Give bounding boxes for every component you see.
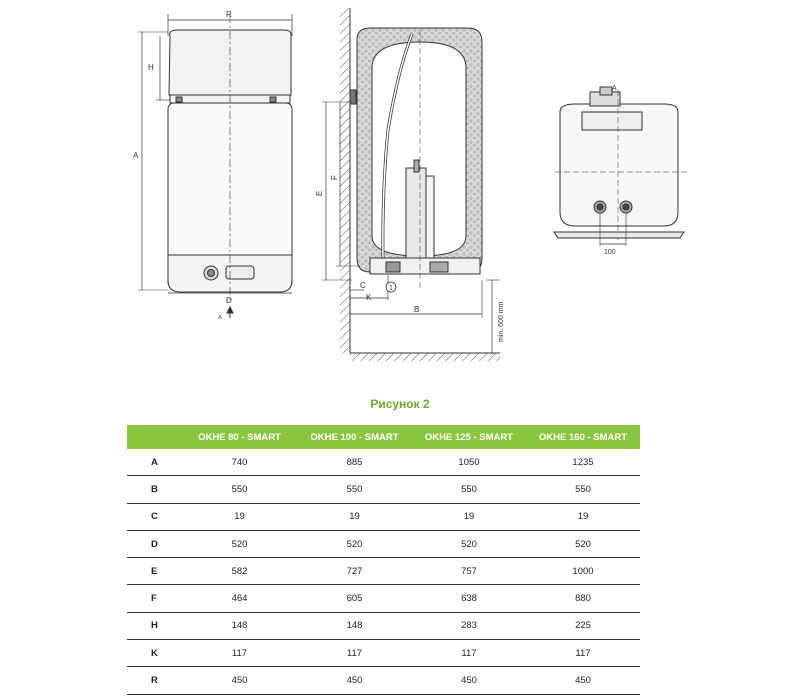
cell: 19 [297, 503, 412, 530]
cell: 117 [412, 640, 526, 667]
table-header-row [127, 425, 640, 449]
cell: 148 [182, 612, 297, 639]
row-key: C [127, 503, 182, 530]
table-row [127, 667, 640, 694]
row-key: D [127, 530, 182, 557]
label-R: R [226, 10, 232, 19]
cell: 550 [526, 476, 640, 503]
cell: 885 [297, 449, 412, 476]
cell: 450 [182, 667, 297, 694]
table-row [127, 558, 640, 585]
cell: 464 [182, 585, 297, 612]
cell: 19 [526, 503, 640, 530]
label-view-A: A [218, 315, 223, 321]
row-key: R [127, 667, 182, 694]
label-callout-1: 1 [389, 285, 393, 292]
cell: 117 [182, 640, 297, 667]
table-row [127, 585, 640, 612]
header-cell: OKHE 100 - SMART [297, 425, 412, 449]
cell: 283 [412, 612, 526, 639]
side-view [322, 8, 500, 361]
figure-caption: Рисунок 2 [370, 397, 430, 411]
cell: 550 [182, 476, 297, 503]
cell: 117 [297, 640, 412, 667]
table-row [127, 640, 640, 667]
cell: 757 [412, 558, 526, 585]
cell: 520 [182, 530, 297, 557]
cell: 450 [412, 667, 526, 694]
cell: 520 [412, 530, 526, 557]
cell: 450 [297, 667, 412, 694]
cell: 117 [526, 640, 640, 667]
table-row [127, 530, 640, 557]
table-row [127, 612, 640, 639]
cell: 550 [297, 476, 412, 503]
cell: 1050 [412, 449, 526, 476]
label-100: 100 [604, 249, 616, 256]
label-B: B [414, 305, 420, 314]
cell: 550 [412, 476, 526, 503]
cell: 727 [297, 558, 412, 585]
cell: 605 [297, 585, 412, 612]
label-top-A: A [612, 85, 617, 92]
row-key: H [127, 612, 182, 639]
dimensions-table [127, 425, 640, 695]
label-A: A [133, 151, 139, 160]
cell: 520 [297, 530, 412, 557]
cell: 225 [526, 612, 640, 639]
label-H: H [148, 63, 154, 72]
top-view [554, 87, 688, 246]
header-cell: OKHE 80 - SMART [182, 425, 297, 449]
cell: 582 [182, 558, 297, 585]
row-key: A [127, 449, 182, 476]
label-clearance: min. 600 mm [498, 301, 505, 342]
cell: 880 [526, 585, 640, 612]
cell: 148 [297, 612, 412, 639]
label-E: E [315, 190, 324, 196]
label-K: K [366, 293, 372, 302]
cell: 1235 [526, 449, 640, 476]
cell: 450 [526, 667, 640, 694]
row-key: K [127, 640, 182, 667]
cell: 19 [412, 503, 526, 530]
label-C: C [360, 281, 366, 290]
cell: 19 [182, 503, 297, 530]
header-cell: OKHE 125 - SMART [412, 425, 526, 449]
label-D: D [226, 296, 232, 305]
label-F: F [330, 175, 339, 180]
row-key: F [127, 585, 182, 612]
front-view [138, 14, 292, 318]
header-cell: OKHE 160 - SMART [526, 425, 640, 449]
table-row [127, 503, 640, 530]
cell: 520 [526, 530, 640, 557]
row-key: B [127, 476, 182, 503]
table-row [127, 449, 640, 476]
row-key: E [127, 558, 182, 585]
header-cell [127, 425, 182, 449]
cell: 638 [412, 585, 526, 612]
cell: 740 [182, 449, 297, 476]
cell: 1000 [526, 558, 640, 585]
table-row [127, 476, 640, 503]
